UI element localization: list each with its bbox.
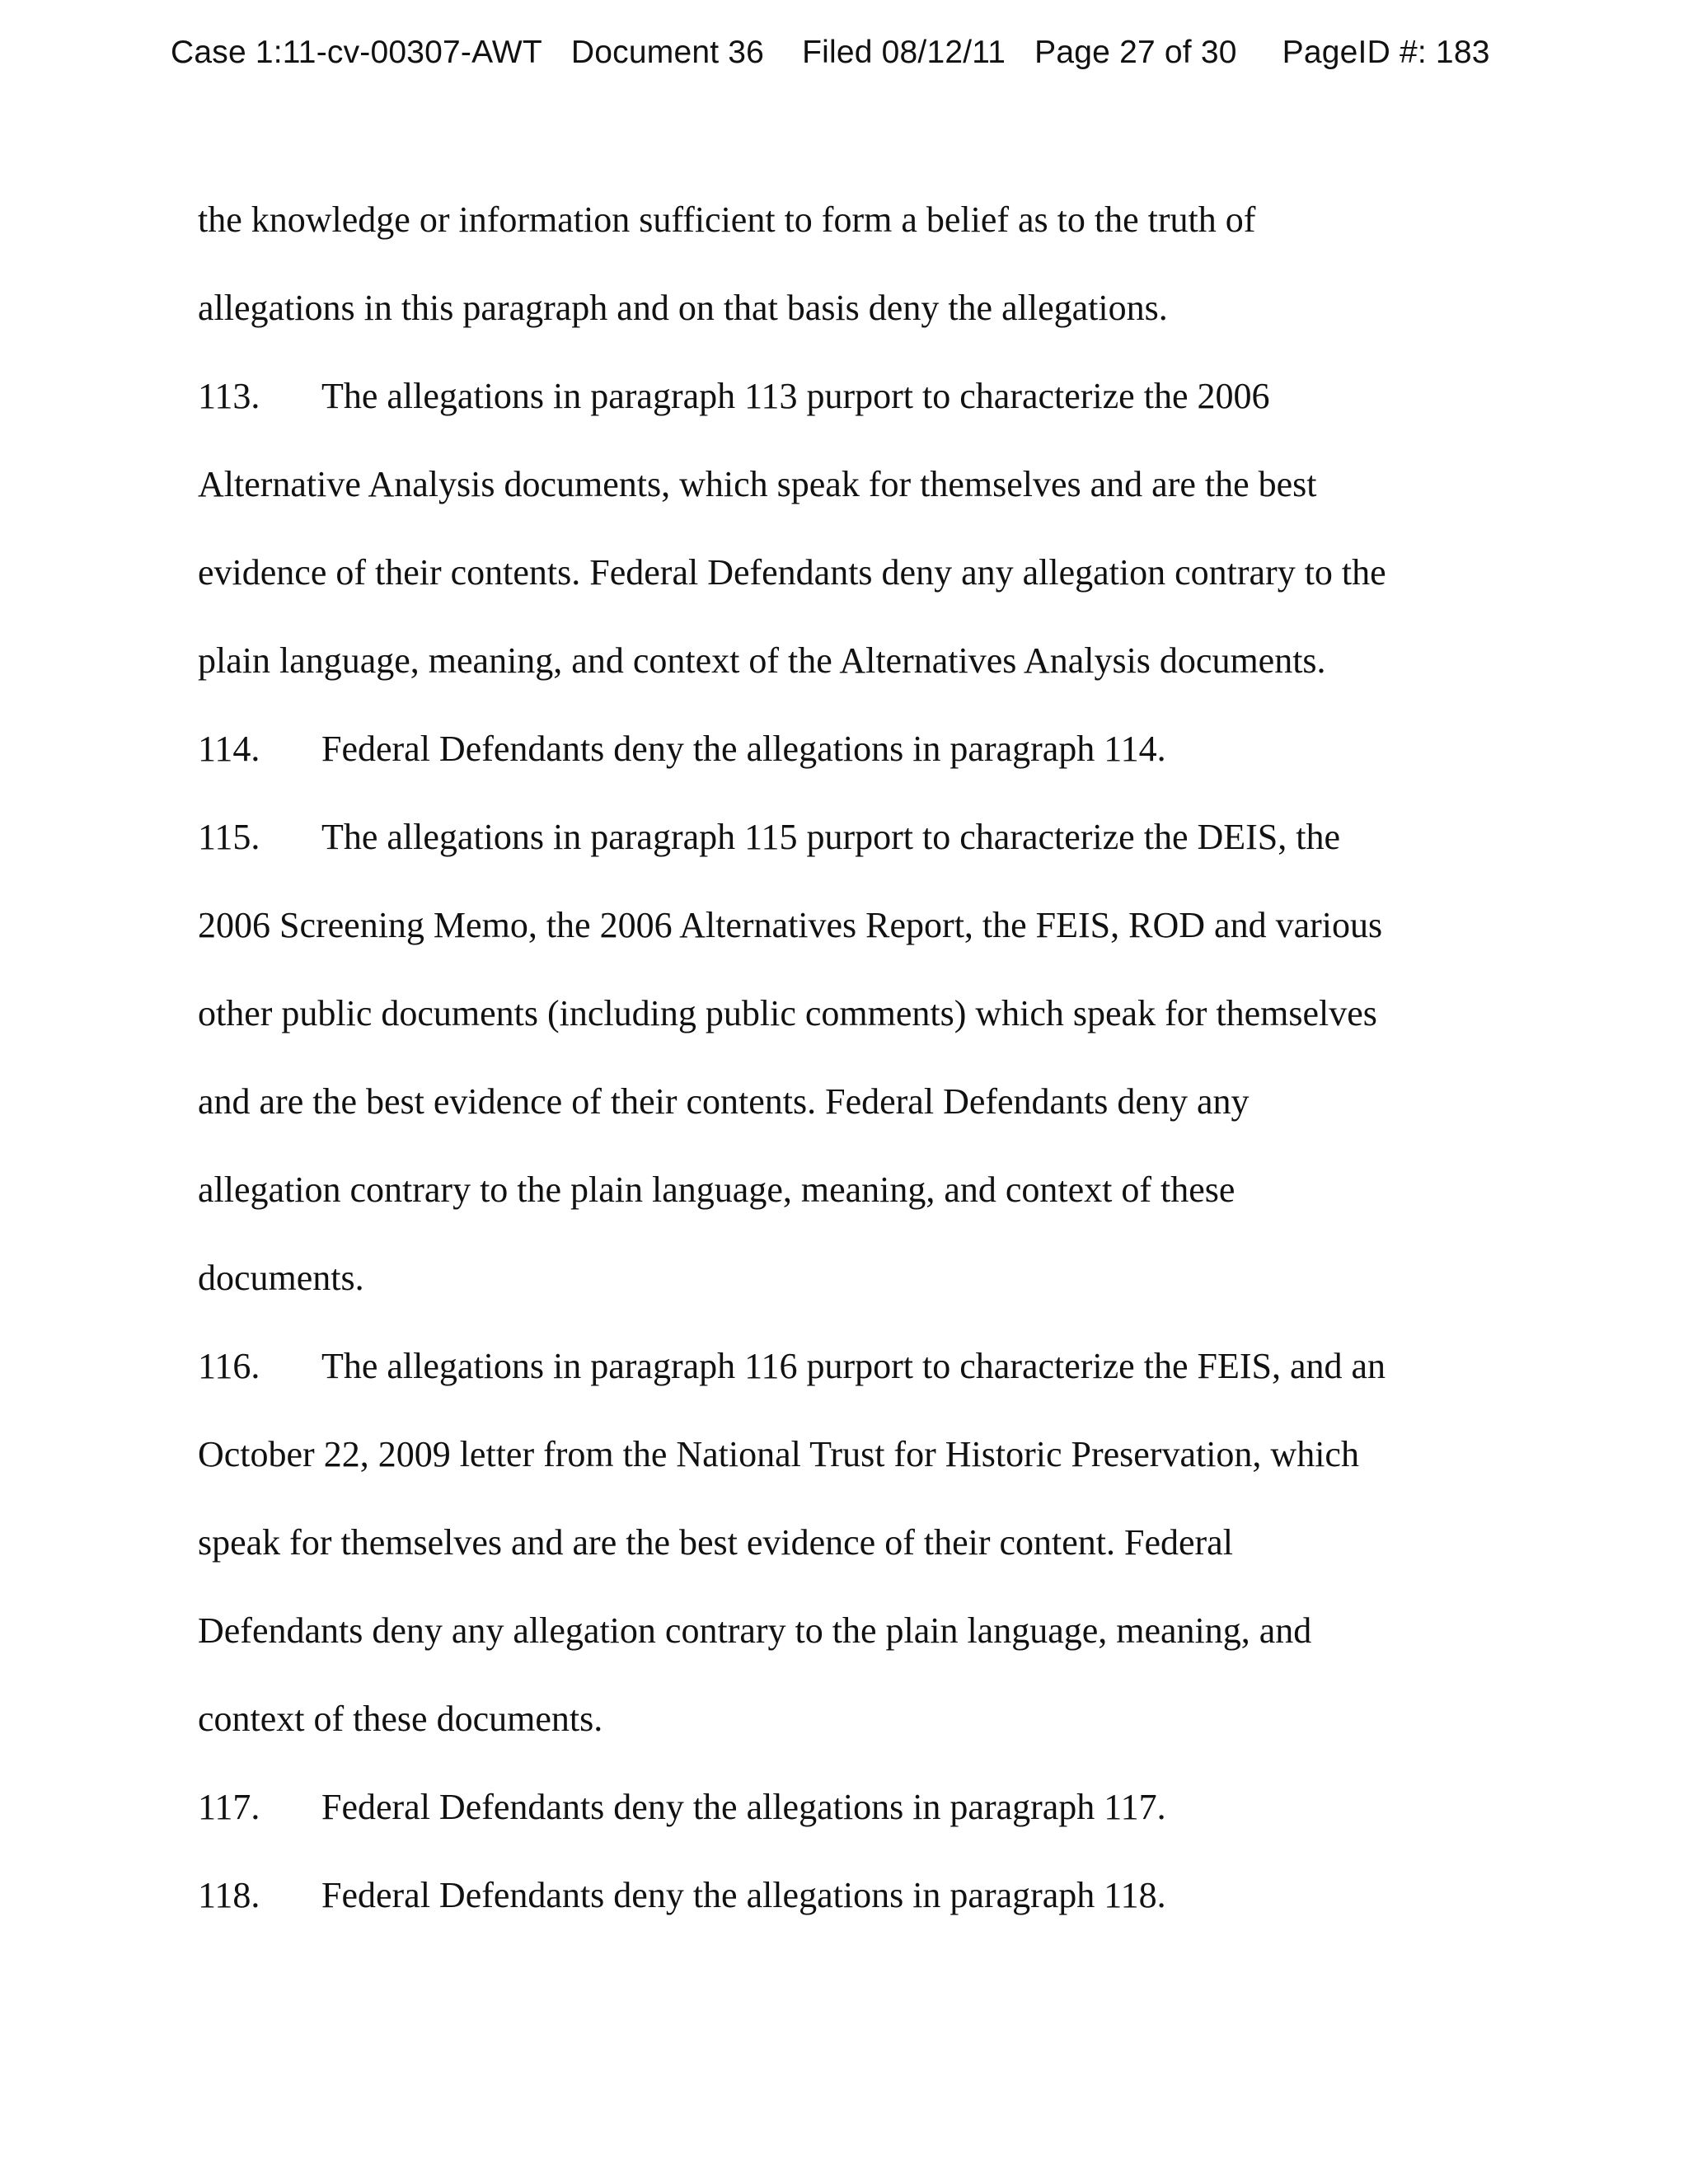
page-count: Page 27 of 30 xyxy=(1034,35,1237,70)
paragraph-line: 2006 Screening Memo, the 2006 Alternatives Report, the FEIS, ROD and various xyxy=(198,905,1383,945)
paragraph-number: 116. xyxy=(198,1346,260,1386)
continuation-line: the knowledge or information sufficient to form a belief as to the truth of xyxy=(198,199,1256,240)
paragraph-number: 113. xyxy=(198,376,260,416)
paragraph-line: evidence of their contents. Federal Defendants deny any allegation contrary to the xyxy=(198,552,1386,593)
case-number: Case 1:11-cv-00307-AWT xyxy=(171,35,542,70)
paragraph-line: context of these documents. xyxy=(198,1699,603,1739)
paragraph-number: 115. xyxy=(198,817,260,857)
paragraph-line: Federal Defendants deny the allegations in paragraph 117. xyxy=(321,1787,1166,1827)
paragraph-line: other public documents (including public comments) which speak for themselves xyxy=(198,993,1377,1033)
paragraph-line: speak for themselves and are the best evidence of their content. Federal xyxy=(198,1522,1233,1563)
ecf-header xyxy=(171,36,1490,68)
paragraph-line: Federal Defendants deny the allegations in paragraph 118. xyxy=(321,1875,1166,1915)
paragraph-line: Federal Defendants deny the allegations in paragraph 114. xyxy=(321,729,1166,769)
paragraph-line: and are the best evidence of their contents. Federal Defendants deny any xyxy=(198,1081,1250,1122)
paragraph-line: The allegations in paragraph 116 purport to characterize the FEIS, and an xyxy=(321,1346,1386,1386)
paragraph-line: documents. xyxy=(198,1258,364,1298)
continuation-line: allegations in this paragraph and on that basis deny the allegations. xyxy=(198,288,1168,328)
paragraph-line: Alternative Analysis documents, which speak for themselves and are the best xyxy=(198,464,1317,504)
paragraph-line: The allegations in paragraph 115 purport to characterize the DEIS, the xyxy=(321,817,1340,857)
paragraph-line: October 22, 2009 letter from the National Trust for Historic Preservation, which xyxy=(198,1434,1359,1474)
paragraph-number: 114. xyxy=(198,729,260,769)
paragraph-line: allegation contrary to the plain language, meaning, and context of these xyxy=(198,1169,1236,1210)
filed-date: Filed 08/12/11 xyxy=(802,35,1006,70)
paragraph-number: 117. xyxy=(198,1787,260,1827)
document-number: Document 36 xyxy=(570,35,765,70)
paragraph-line: plain language, meaning, and context of the Alternatives Analysis documents. xyxy=(198,640,1326,681)
page-id: PageID #: 183 xyxy=(1282,35,1490,70)
paragraph-line: The allegations in paragraph 113 purport to characterize the 2006 xyxy=(321,376,1270,416)
paragraph-number: 118. xyxy=(198,1875,260,1915)
paragraph-line: Defendants deny any allegation contrary to the plain language, meaning, and xyxy=(198,1610,1312,1651)
